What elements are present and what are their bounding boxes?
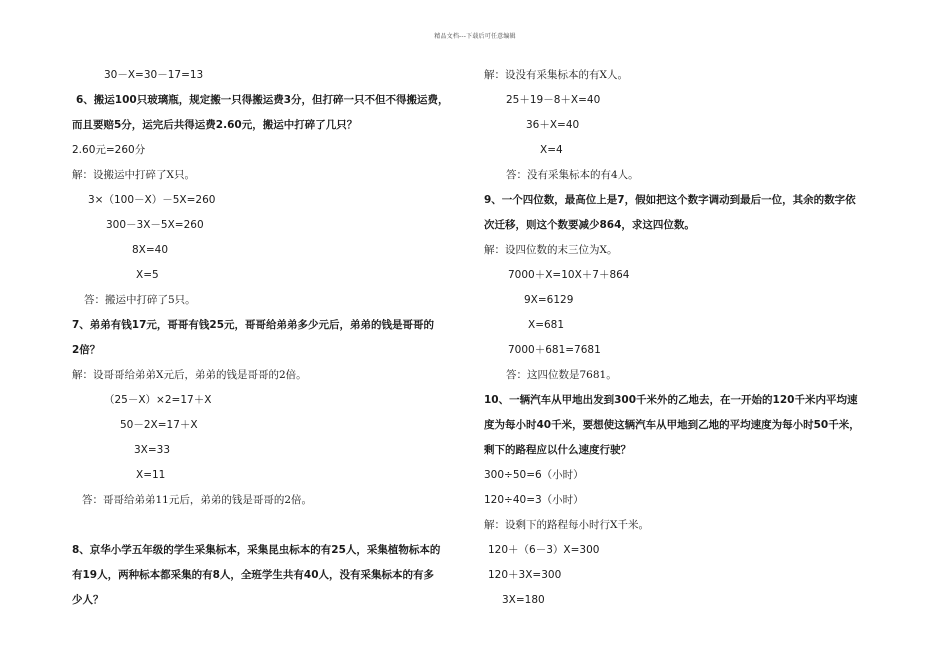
right-column-line: 解：设没有采集标本的有X人。: [484, 69, 628, 81]
left-column-line: 解：设搬运中打碎了X只。: [72, 169, 195, 181]
right-column-line: X=4: [540, 144, 563, 156]
right-column-line: 解：设剩下的路程每小时行X千米。: [484, 519, 649, 531]
right-column-line: 120＋3X=300: [488, 569, 562, 581]
right-column-line: 25＋19－8＋X=40: [506, 94, 601, 106]
right-column-line: 剩下的路程应以什么速度行驶？: [484, 444, 631, 456]
left-column-line: 8X=40: [132, 244, 169, 256]
right-column-line: 36＋X=40: [526, 119, 580, 131]
left-column-line: 答：搬运中打碎了5只。: [84, 294, 196, 306]
left-column-line: 3×（100－X）－5X=260: [88, 194, 216, 206]
left-column-line: 答：哥哥给弟弟11元后，弟弟的钱是哥哥的2倍。: [82, 494, 313, 506]
right-column-line: 120＋（6－3）X=300: [488, 544, 600, 556]
page-header: 精品文档---下载后可任意编辑: [434, 33, 516, 40]
left-column-line: 解：设哥哥给弟弟X元后，弟弟的钱是哥哥的2倍。: [72, 369, 307, 381]
right-column-line: 答：没有采集标本的有4人。: [506, 169, 639, 181]
left-column-line: 8、京华小学五年级的学生采集标本，采集昆虫标本的有25人，采集植物标本的: [72, 544, 441, 556]
left-column-line: 30－X=30－17=13: [104, 69, 204, 81]
left-column-line: 300－3X－5X=260: [106, 219, 204, 231]
left-column-line: 6、搬运100只玻璃瓶，规定搬一只得搬运费3分，但打碎一只不但不得搬运费，: [76, 94, 449, 106]
right-column-line: 7000＋681=7681: [508, 344, 601, 356]
right-column-line: 7000＋X=10X＋7＋864: [508, 269, 630, 281]
right-column-line: 9X=6129: [524, 294, 574, 306]
left-column-line: 2倍？: [72, 344, 101, 356]
right-column-line: 9、一个四位数，最高位上是7，假如把这个数字调动到最后一位，其余的数字依: [484, 194, 856, 206]
right-column-line: 解：设四位数的末三位为X。: [484, 244, 618, 256]
left-column-line: 50－2X=17＋X: [120, 419, 198, 431]
left-column-line: （25－X）×2=17＋X: [104, 394, 212, 406]
left-column-line: X=5: [136, 269, 159, 281]
right-column-line: 度为每小时40千米，要想使这辆汽车从甲地到乙地的平均速度为每小时50千米，: [484, 419, 860, 431]
left-column-line: X=11: [136, 469, 166, 481]
left-column-line: 少人？: [72, 594, 104, 606]
left-column-line: 3X=33: [134, 444, 171, 456]
right-column-line: 次迁移，则这个数要减少864，求这四位数。: [484, 219, 695, 231]
right-column-line: 答：这四位数是7681。: [506, 369, 617, 381]
left-column-line: 而且要赔5分，运完后共得运费2.60元，搬运中打碎了几只？: [72, 119, 358, 131]
right-column-line: 3X=180: [502, 594, 545, 606]
right-column-line: 300÷50=6（小时）: [484, 469, 584, 481]
right-column-line: X=681: [528, 319, 565, 331]
left-column-line: 7、弟弟有钱17元，哥哥有钱25元，哥哥给弟弟多少元后，弟弟的钱是哥哥的: [72, 319, 435, 331]
right-column-line: 10、一辆汽车从甲地出发到300千米外的乙地去，在一开始的120千米内平均速: [484, 394, 858, 406]
right-column-line: 120÷40=3（小时）: [484, 494, 584, 506]
left-column-line: 2.60元=260分: [72, 144, 146, 156]
left-column-line: 有19人，两种标本都采集的有8人，全班学生共有40人，没有采集标本的有多: [72, 569, 435, 581]
